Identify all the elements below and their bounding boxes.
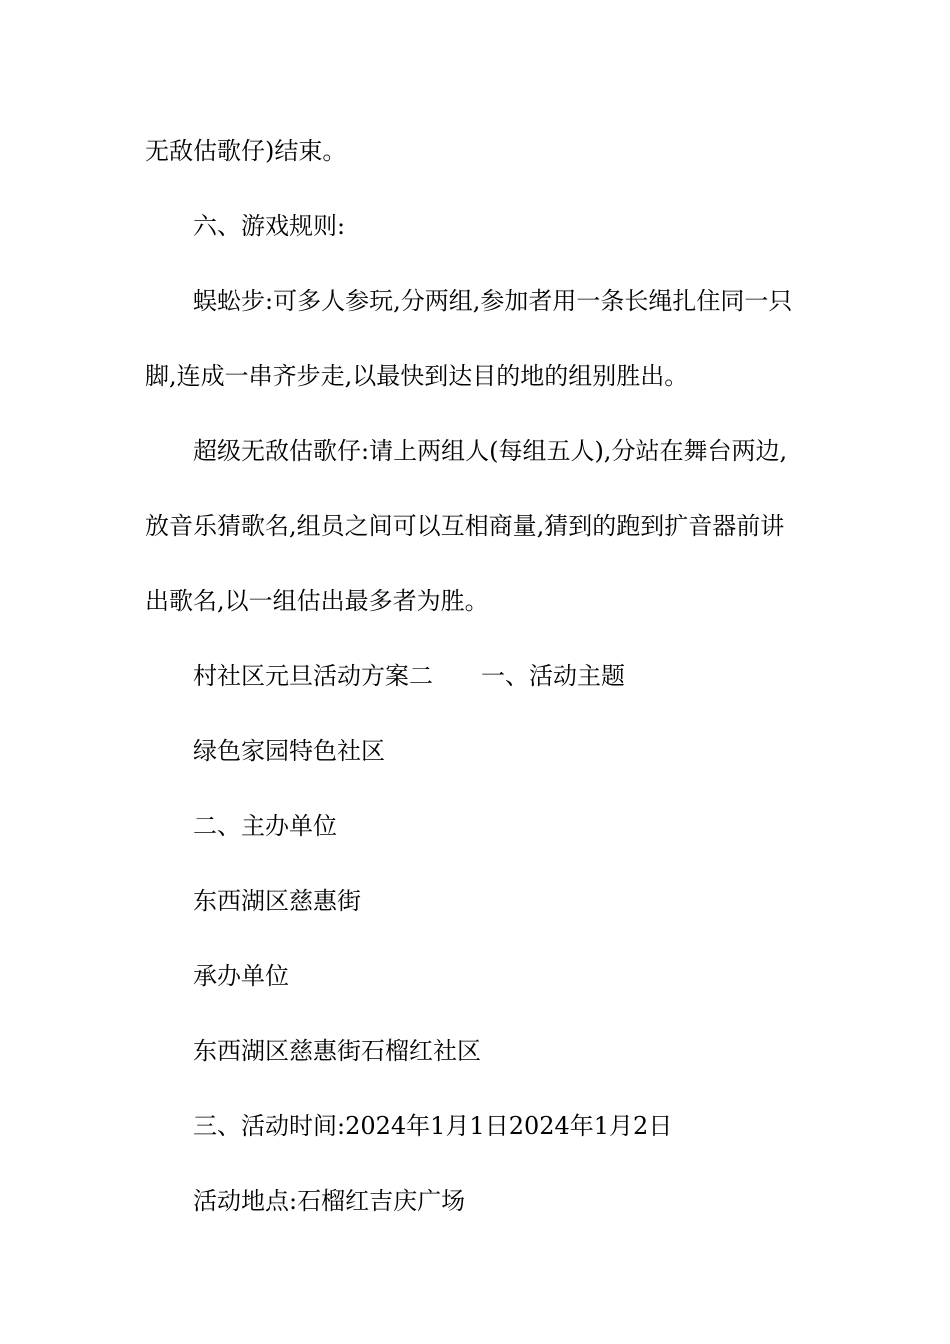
section-heading-organizer: 二、主办单位 [193, 812, 337, 840]
section-heading-time: 三、活动时间:2024年1月1日2024年1月2日 [193, 1112, 673, 1140]
plan-title: 村社区元旦活动方案二 [193, 662, 433, 690]
paragraph-line: 绿色家园特色社区 [193, 737, 385, 765]
paragraph-line: 放音乐猜歌名,组员之间可以互相商量,猜到的跑到扩音器前讲 [145, 512, 785, 540]
paragraph-line: 蜈蚣步:可多人参玩,分两组,参加者用一条长绳扎住同一只 [193, 287, 793, 315]
paragraph-line: 活动地点:石榴红吉庆广场 [193, 1187, 466, 1215]
paragraph-line: 脚,连成一串齐步走,以最快到达目的地的组别胜出。 [145, 362, 689, 390]
paragraph-line: 东西湖区慈惠街石榴红社区 [193, 1037, 481, 1065]
paragraph-line: 承办单位 [193, 962, 289, 990]
paragraph-line: 东西湖区慈惠街 [193, 887, 361, 915]
paragraph-line: 出歌名,以一组估出最多者为胜。 [145, 587, 489, 615]
paragraph-line: 超级无敌估歌仔:请上两组人(每组五人),分站在舞台两边, [193, 437, 788, 465]
section-heading-game-rules: 六、游戏规则: [193, 212, 346, 240]
plan-title-line [193, 661, 625, 691]
paragraph-line: 无敌估歌仔)结束。 [145, 137, 347, 165]
section-heading-theme: 一、活动主题 [481, 662, 625, 690]
